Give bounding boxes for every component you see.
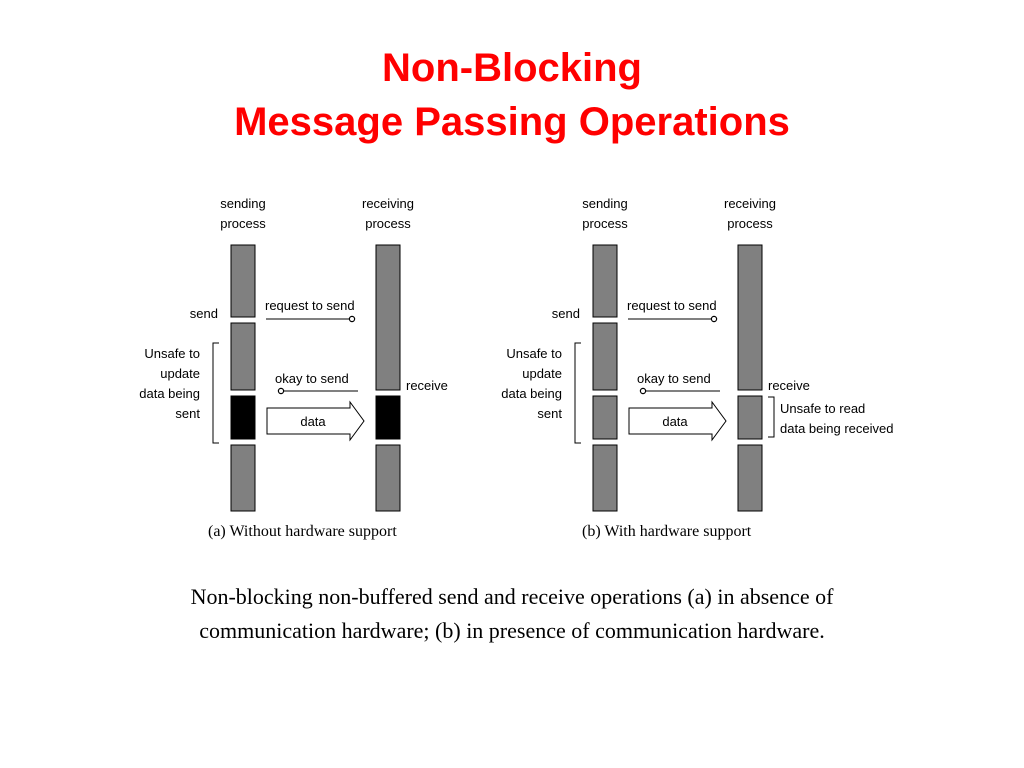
panel-b-receiving-label-1: receiving [723, 196, 777, 211]
panel-b-sender-segment [593, 445, 617, 511]
panel-a-okay-label: okay to send [275, 371, 349, 386]
panel-b-okay-label: okay to send [637, 371, 711, 386]
panel-b-send-label: send [551, 306, 580, 321]
panel-b-unsafe-read-line-2: data being received [780, 421, 894, 436]
panel-b-receiver-segment [738, 396, 762, 439]
panel-b [501, 196, 893, 540]
panel-a [139, 196, 448, 540]
title-line-1: Non-Blocking [382, 46, 642, 90]
panel-b-unsafe-read-line-1: Unsafe to read [780, 401, 866, 416]
figure-caption: Non-blocking non-buffered send and receive operations (a) in absence of communication hardware; (b) in presence of communication hardware. [190, 584, 834, 643]
panel-b-unsafe-line-4: sent [537, 406, 562, 421]
panel-b-unsafe-line-1: Unsafe to [506, 346, 562, 361]
panel-b-sending-label-1: sending [582, 196, 628, 211]
panel-b-receiver-segment [738, 245, 762, 390]
panel-b-unsafe-update-bracket [575, 343, 581, 443]
panel-b-sender-segment [593, 245, 617, 317]
panel-a-sender-segment [231, 445, 255, 511]
panel-a-sender-segment [231, 245, 255, 317]
panel-b-request-label: request to send [627, 298, 717, 313]
panel-a-sending-label-1: sending [220, 196, 266, 211]
panel-a-receiver-segment [376, 245, 400, 390]
panel-b-sending-label-2: process [582, 216, 628, 231]
panel-a-unsafe-line-2: update [160, 366, 200, 381]
panel-b-receive-label: receive [768, 378, 810, 393]
panel-a-request-label: request to send [265, 298, 355, 313]
panel-a-receiver-busy-segment [376, 396, 400, 439]
panel-a-sender-segment [231, 323, 255, 390]
panel-a-sender-busy-segment [231, 396, 255, 439]
panel-b-unsafe-line-3: data being [501, 386, 562, 401]
panel-b-caption: (b) With hardware support [582, 523, 752, 540]
panel-a-send-label: send [189, 306, 218, 321]
panel-a-unsafe-line-3: data being [139, 386, 200, 401]
panel-b-receiving-label-2: process [727, 216, 773, 231]
panel-b-unsafe-read-bracket [768, 397, 774, 437]
panel-a-caption: (a) Without hardware support [208, 523, 397, 540]
panel-a-unsafe-bracket [213, 343, 219, 443]
panel-a-data-label: data [300, 414, 326, 429]
panel-b-sender-segment [593, 396, 617, 439]
panel-a-receiving-label-2: process [365, 216, 411, 231]
panel-a-receive-label: receive [406, 378, 448, 393]
panel-b-receiver-segment [738, 445, 762, 511]
panel-b-data-label: data [662, 414, 688, 429]
panel-a-receiving-label-1: receiving [361, 196, 415, 211]
title-line-2: Message Passing Operations [234, 100, 790, 144]
panel-b-unsafe-line-2: update [522, 366, 562, 381]
panel-a-unsafe-line-1: Unsafe to [144, 346, 200, 361]
panel-a-sending-label-2: process [220, 216, 266, 231]
panel-a-unsafe-line-4: sent [175, 406, 200, 421]
panel-b-sender-segment [593, 323, 617, 390]
panel-a-receiver-segment [376, 445, 400, 511]
